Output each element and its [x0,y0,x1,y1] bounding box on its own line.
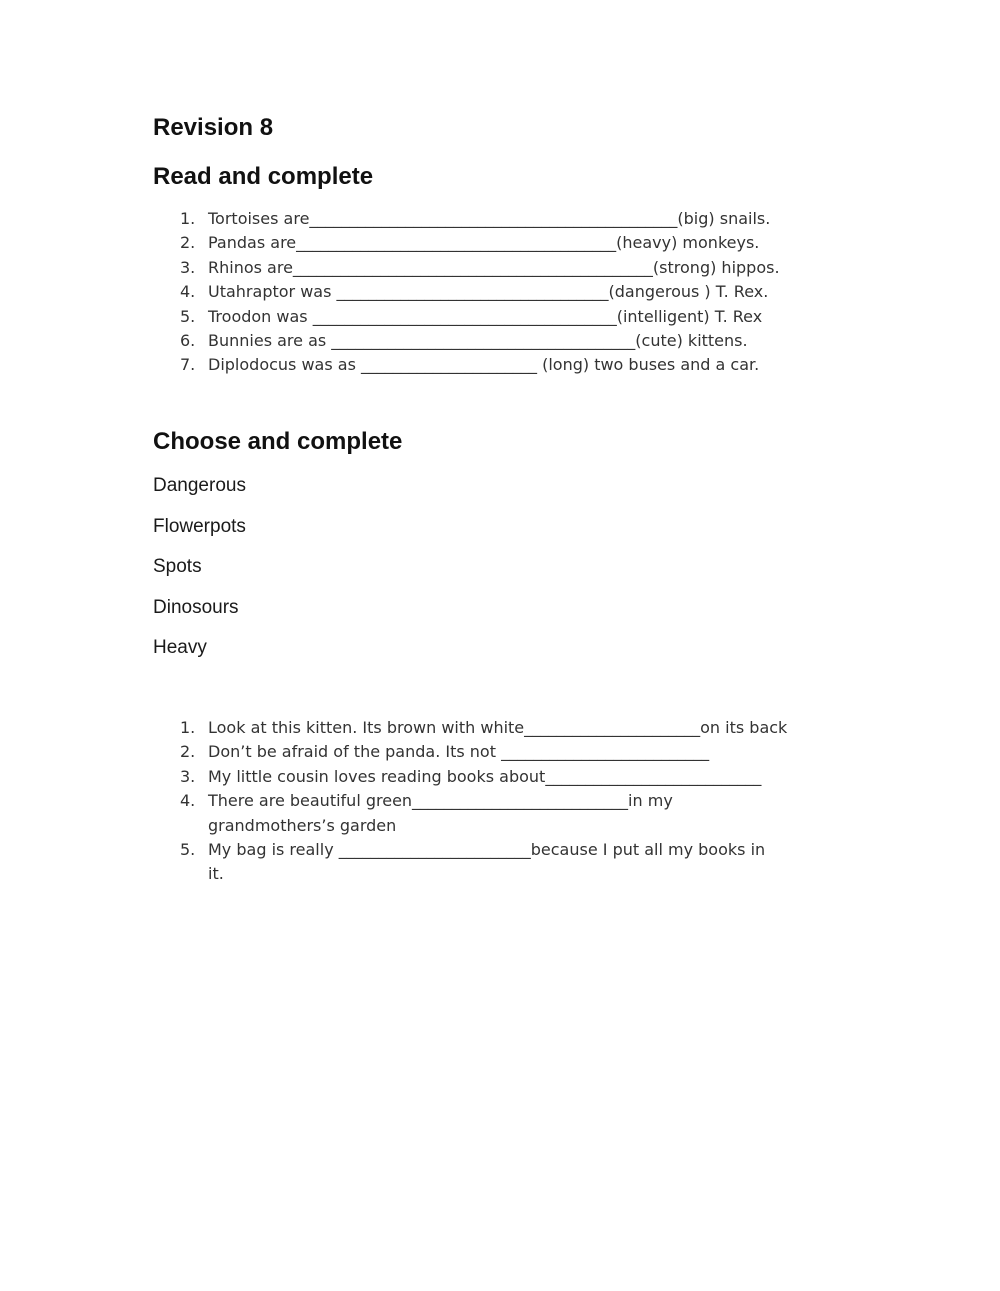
page-title: Revision 8 [153,114,274,141]
word-bank-item: Flowerpots [153,515,246,537]
word-bank [153,474,246,677]
item-text: Rhinos are_____________________________________________(strong) hippos. [208,257,780,277]
item-number: 4. [180,791,196,811]
item-text: My bag is really ________________________because I put all my books in it. [208,839,766,884]
word-bank-item: Spots [153,556,202,578]
item-text: Pandas are________________________________________(heavy) monkeys. [208,233,760,253]
item-number: 2. [180,233,196,253]
item-number: 1. [180,209,196,228]
item-text: Tortoises are______________________________________________(big) snails. [208,209,771,228]
word-bank-item: Dinosours [153,596,239,618]
item-text: Don’t be afraid of the panda. Its not __________________________ [208,742,710,762]
word-bank-item: Heavy [153,637,207,659]
item-text: There are beautiful green___________________________in my grandmothers’s garden [208,791,673,835]
item-number: 4. [180,282,196,302]
item-number: 5. [180,306,196,326]
item-number: 3. [180,766,196,786]
item-number: 1. [180,718,196,737]
item-number: 5. [180,839,196,859]
item-number: 7. [180,355,196,375]
item-number: 6. [180,330,196,350]
item-text: Diplodocus was as ______________________ (long) two buses and a car. [208,355,760,375]
item-text: Look at this kitten. Its brown with white______________________on its back [208,718,788,737]
item-text: Bunnies are as ______________________________________(cute) kittens. [208,330,748,350]
word-bank-item: Dangerous [153,475,246,496]
section2-heading: Choose and complete [153,428,403,455]
item-number: 3. [180,257,196,277]
item-text: Troodon was ______________________________________(intelligent) T. Rex [208,306,763,326]
item-text: Utahraptor was __________________________________(dangerous ) T. Rex. [208,282,769,302]
section1-heading: Read and complete [153,163,374,190]
item-text: My little cousin loves reading books about___________________________ [208,766,762,786]
item-number: 2. [180,742,196,762]
